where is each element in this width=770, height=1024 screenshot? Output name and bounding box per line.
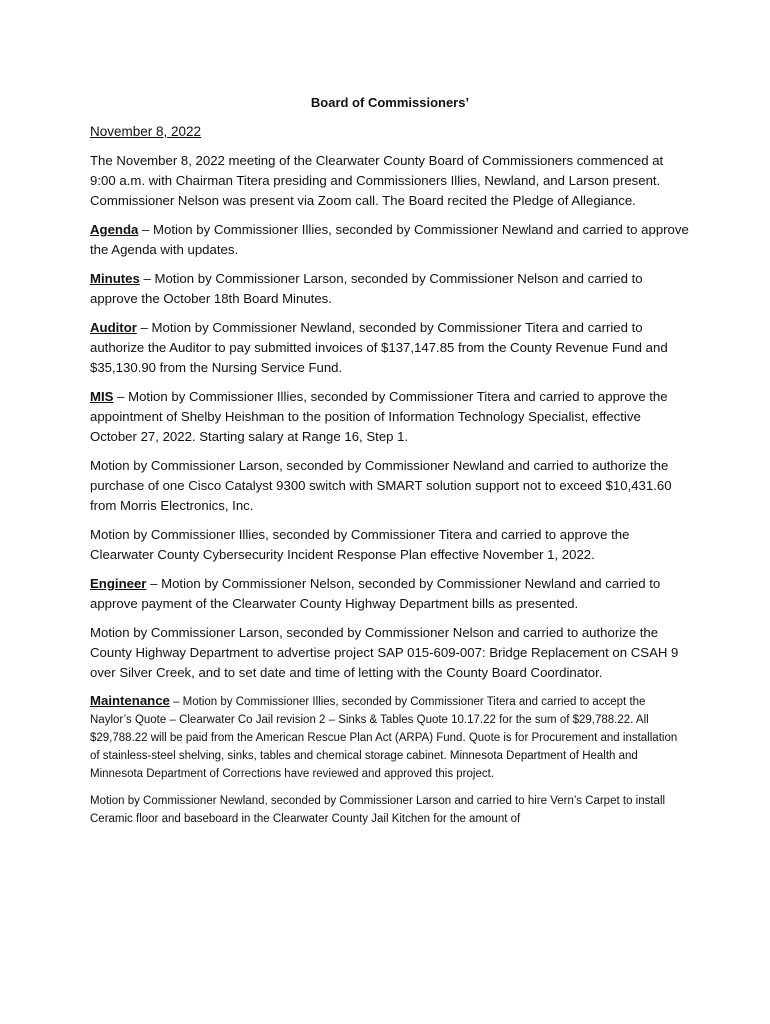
maintenance-text: – Motion by Commissioner Illies, seconded by Commissioner Titera and carried to accept the Naylor’s Quote – Clearwater Co Jail revision 2 – Sinks & Tables Quote 10.17.22 for the sum of $29,788.22. All $29,788.22 will be paid from the American Rescue Plan Act (ARPA) Fund. Quote is for Procurement and installation of stainless-steel shelving, sinks, tables and chemical storage cabinet. Minnesota Department of Health and Minnesota Department of Corrections have reviewed and approved this project.	[90, 696, 678, 780]
mis-paragraph	[90, 387, 690, 447]
mis-motion-cybersecurity: Motion by Commissioner Illies, seconded by Commissioner Titera and carried to approve the Clearwater County Cybersecurity Incident Response Plan effective November 1, 2022.	[90, 527, 630, 562]
auditor-text: – Motion by Commissioner Newland, seconded by Commissioner Titera and carried to authorize the Auditor to pay submitted invoices of $137,147.85 from the County Revenue Fund and $35,130.90 from the Nursing Service Fund.	[90, 320, 668, 375]
maintenance-paragraph	[90, 692, 690, 783]
document-page	[90, 95, 690, 837]
intro-paragraph: The November 8, 2022 meeting of the Clearwater County Board of Commissioners commenced at 9:00 a.m. with Chairman Titera presiding and Commissioners Illies, Newland, and Larson present. Commissioner Nelson was present via Zoom call. The Board recited the Pledge of Allegiance.	[90, 153, 664, 208]
section-heading-auditor: Auditor	[90, 320, 137, 335]
maintenance-motion-carpet: Motion by Commissioner Newland, seconded by Commissioner Larson and carried to hire Vern’s Carpet to install Ceramic floor and baseboard in the Clearwater County Jail Kitchen for the amount of	[90, 795, 666, 825]
section-heading-agenda: Agenda	[90, 222, 139, 237]
meeting-date: November 8, 2022	[90, 124, 202, 139]
document-title: Board of Commissioners’	[310, 95, 470, 110]
section-heading-engineer: Engineer	[90, 576, 147, 591]
agenda-text: – Motion by Commissioner Illies, seconded by Commissioner Newland and carried to approve the Agenda with updates.	[90, 222, 689, 257]
minutes-paragraph	[90, 269, 690, 309]
section-heading-minutes: Minutes	[90, 271, 140, 286]
auditor-paragraph	[90, 318, 690, 378]
mis-motion-switch: Motion by Commissioner Larson, seconded by Commissioner Newland and carried to authorize the purchase of one Cisco Catalyst 9300 switch with SMART solution support not to exceed $10,431.60 from Morris Electronics, Inc.	[90, 458, 672, 513]
section-heading-mis: MIS	[90, 389, 114, 404]
engineer-text: – Motion by Commissioner Nelson, seconded by Commissioner Newland and carried to approve payment of the Clearwater County Highway Department bills as presented.	[90, 576, 661, 611]
minutes-text: – Motion by Commissioner Larson, seconded by Commissioner Nelson and carried to approve the October 18th Board Minutes.	[90, 271, 643, 306]
agenda-paragraph	[90, 220, 690, 260]
engineer-motion-bridge: Motion by Commissioner Larson, seconded by Commissioner Nelson and carried to authorize the County Highway Department to advertise project SAP 015-609-007: Bridge Replacement on CSAH 9 over Silver Creek, and to set date and time of letting with the County Board Coordinator.	[90, 625, 679, 680]
engineer-paragraph	[90, 574, 690, 614]
mis-text: – Motion by Commissioner Illies, seconded by Commissioner Titera and carried to approve the appointment of Shelby Heishman to the position of Information Technology Specialist, effective October 27, 2022. Starting salary at Range 16, Step 1.	[90, 389, 668, 444]
section-heading-maintenance: Maintenance	[90, 693, 170, 708]
